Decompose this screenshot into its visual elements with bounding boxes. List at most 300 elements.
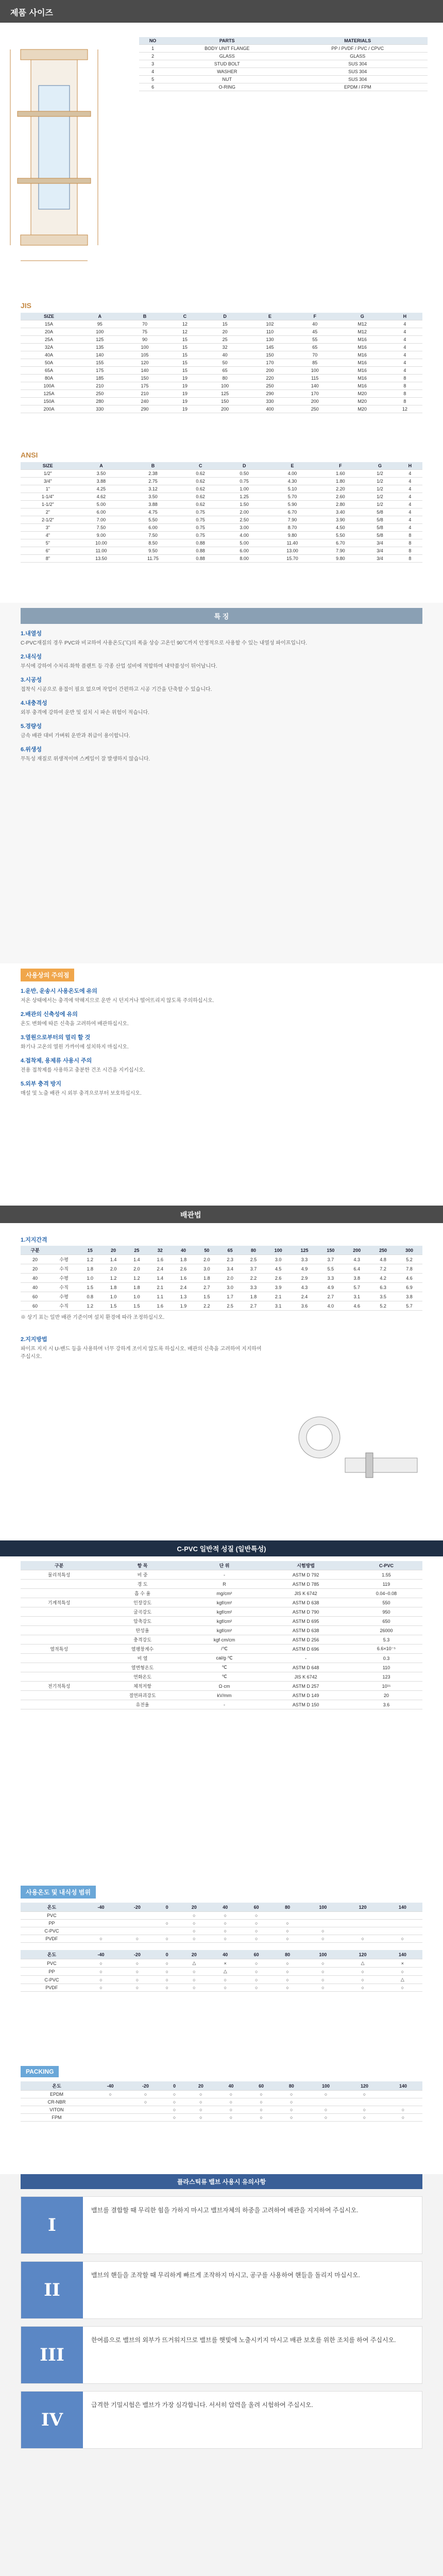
table-cell: 19 — [167, 390, 202, 398]
table-header-cell: 0 — [156, 1950, 179, 1959]
table-header-cell: 온도 — [21, 2081, 93, 2091]
table-row — [21, 1682, 422, 1691]
table-header-cell: G — [337, 313, 387, 320]
table-row — [139, 83, 428, 91]
packing-block — [0, 2066, 443, 2169]
features-block — [0, 603, 443, 963]
table-cell: 8.00 — [223, 555, 266, 563]
table-header-cell: A — [75, 462, 128, 470]
table-cell: 5.50 — [318, 532, 362, 539]
table-header-cell: B — [127, 462, 178, 470]
table-header-cell: E — [247, 313, 292, 320]
table-cell: 75 — [122, 328, 167, 336]
table-cell: ○ — [272, 1927, 303, 1935]
table-cell — [83, 1920, 119, 1927]
table-cell: 5.00 — [75, 501, 128, 509]
table-cell: ○ — [179, 1935, 210, 1943]
packing-title: PACKING — [21, 2066, 59, 2077]
table-cell: ○ — [343, 1968, 382, 1976]
table-cell: 100 — [77, 328, 122, 336]
table-header-cell: 40 — [210, 1950, 241, 1959]
table-cell: 수평 — [49, 1255, 78, 1264]
table-cell: 15.70 — [266, 555, 319, 563]
valve-note-number: II — [21, 2262, 83, 2318]
feature-item — [21, 675, 422, 693]
table-cell: 1.2 — [78, 1301, 101, 1311]
table-cell: 100 — [202, 382, 247, 390]
table-cell: 5.70 — [266, 493, 319, 501]
table-cell: 흡 수 율 — [97, 1589, 187, 1598]
table-cell: 6.00 — [75, 509, 128, 516]
table-header-cell: F — [318, 462, 362, 470]
valve-note-text: 밸브를 결합할 때 무리한 힘을 가하지 마시고 밸브자체의 하중을 고려하여 배관을 지지하여 주십시오. — [91, 2207, 359, 2214]
table-cell: ○ — [210, 1976, 241, 1984]
table-cell: PVC — [21, 1912, 83, 1920]
table-header-cell: 120 — [343, 1903, 382, 1912]
table-cell — [303, 1912, 343, 1920]
table-cell: ASTM D 257 — [261, 1682, 350, 1691]
table-cell: ○ — [246, 2114, 277, 2122]
table-cell: 5.3 — [350, 1635, 422, 1645]
table-cell: 비 중 — [97, 1570, 187, 1580]
table-cell: ○ — [210, 1984, 241, 1992]
support-note: ※ 상기 표는 일반 배관 기준이며 설치 환경에 따라 조정하십시오. — [21, 1315, 165, 1320]
table-cell: 15 — [167, 344, 202, 351]
table-cell — [21, 1691, 97, 1700]
table-cell: ℃ — [188, 1663, 262, 1672]
table-cell: 3.3 — [292, 1255, 318, 1264]
table-cell: ○ — [306, 2106, 345, 2114]
table-cell: SUS 304 — [287, 60, 428, 68]
table-row — [21, 1984, 422, 1992]
table-cell: M16 — [337, 367, 387, 375]
table-cell: - — [188, 1700, 262, 1709]
table-cell: PVDF — [21, 1935, 83, 1943]
table-cell: ○ — [383, 1968, 422, 1976]
table-cell: ○ — [186, 2114, 216, 2122]
table-cell: 6" — [21, 547, 75, 555]
table-cell: ○ — [384, 2114, 422, 2122]
table-cell: 4 — [398, 478, 422, 485]
table-cell: cal/g·℃ — [188, 1654, 262, 1663]
table-cell: - — [188, 1570, 262, 1580]
table-cell: 1.2 — [101, 1274, 125, 1283]
table-cell: kgf/cm² — [188, 1598, 262, 1607]
section-header-size — [0, 0, 443, 23]
table-cell: ○ — [179, 1984, 210, 1992]
table-cell: △ — [179, 1959, 210, 1968]
table-header-cell: 250 — [370, 1246, 396, 1255]
table-cell: 1.6 — [172, 1274, 195, 1283]
table-cell: VITON — [21, 2106, 93, 2114]
table-cell: ○ — [246, 2106, 277, 2114]
table-cell: 4.6 — [396, 1274, 422, 1283]
table-cell: 4 — [387, 344, 422, 351]
table-cell: ○ — [216, 2106, 246, 2114]
table-cell: ○ — [303, 1959, 343, 1968]
table-cell: 12 — [167, 320, 202, 328]
table-cell — [21, 1580, 97, 1589]
table-cell: 650 — [350, 1617, 422, 1626]
table-cell: 6.6×10⁻⁵ — [350, 1645, 422, 1654]
table-cell: ○ — [210, 1935, 241, 1943]
table-cell — [343, 1920, 382, 1927]
drawing-area — [0, 29, 443, 297]
table-cell: ○ — [163, 2114, 186, 2122]
table-cell: 19 — [167, 382, 202, 390]
table-cell: 170 — [293, 390, 337, 398]
table-cell — [383, 1927, 422, 1935]
table-header-cell: 150 — [317, 1246, 344, 1255]
table-cell: 40A — [21, 351, 77, 359]
table-cell: 210 — [122, 390, 167, 398]
table-cell: 102 — [247, 320, 292, 328]
table-cell: 150 — [122, 375, 167, 382]
table-cell: 2.50 — [223, 516, 266, 524]
table-cell: 2.4 — [292, 1292, 318, 1301]
table-cell: 4.00 — [266, 470, 319, 478]
table-cell: 6.00 — [127, 524, 178, 532]
precaution-item — [21, 1033, 422, 1051]
table-cell: 3.88 — [127, 501, 178, 509]
table-cell: 150 — [202, 398, 247, 405]
table-cell: 60 — [21, 1301, 49, 1311]
precautions-list — [21, 987, 422, 1097]
table-cell: 65 — [293, 344, 337, 351]
table-header-cell: 50 — [195, 1246, 218, 1255]
table-cell: 1.8 — [125, 1283, 148, 1292]
table-row — [21, 359, 422, 367]
table-cell: ○ — [210, 1912, 241, 1920]
table-cell: 550 — [350, 1598, 422, 1607]
table-cell: 3.7 — [317, 1255, 344, 1264]
precaution-title: 3.열원으로부터의 멀리 할 것 — [21, 1035, 91, 1041]
table-cell: 0.62 — [179, 485, 223, 493]
feature-title: 6.위생성 — [21, 747, 42, 753]
temp-table-2 — [21, 1950, 422, 1992]
table-cell: 8.70 — [266, 524, 319, 532]
table-cell — [306, 2098, 345, 2106]
table-cell: 11.75 — [127, 555, 178, 563]
table-cell: ○ — [119, 1968, 155, 1976]
table-cell: 175 — [77, 367, 122, 375]
feature-title: 3.시공성 — [21, 677, 42, 683]
table-cell: 2.80 — [318, 501, 362, 509]
table-cell: 8 — [387, 398, 422, 405]
table-header-cell: 25 — [125, 1246, 148, 1255]
table-cell: 3.4 — [218, 1264, 242, 1274]
table-cell: 110 — [247, 328, 292, 336]
table-cell: 수직 — [49, 1264, 78, 1274]
table-cell: 115 — [293, 375, 337, 382]
table-cell: 4.9 — [292, 1264, 318, 1274]
table-cell: ○ — [119, 1935, 155, 1943]
table-cell: 6.3 — [370, 1283, 396, 1292]
table-cell: 3.5 — [370, 1292, 396, 1301]
table-header-cell: -20 — [128, 2081, 163, 2091]
table-header-cell: 65 — [218, 1246, 242, 1255]
table-cell: 135 — [77, 344, 122, 351]
table-cell: 4 — [387, 320, 422, 328]
precaution-item — [21, 1079, 422, 1097]
table-cell: ○ — [345, 2106, 384, 2114]
table-cell: kgf/cm² — [188, 1626, 262, 1635]
precaution-text: 전용 접착제를 사용하고 충분한 건조 시간을 지키십시오. — [21, 1067, 145, 1073]
table-cell: 2.0 — [195, 1255, 218, 1264]
table-cell: 3" — [21, 524, 75, 532]
table-row — [21, 382, 422, 390]
table-cell: 4 — [398, 509, 422, 516]
table-cell: 5 — [139, 76, 166, 83]
table-cell: 0.88 — [179, 555, 223, 563]
table-cell: M20 — [337, 398, 387, 405]
table-cell: 1.5 — [101, 1301, 125, 1311]
table-cell: 3 — [139, 60, 166, 68]
precaution-text: 저온 상태에서는 충격에 약해지므로 운반 시 던지거나 떨어뜨리지 않도록 주의하십시오. — [21, 998, 214, 1004]
table-cell: 5.2 — [370, 1301, 396, 1311]
parts-col-materials: MATERIALS — [287, 37, 428, 45]
table-cell: 185 — [77, 375, 122, 382]
table-row — [21, 1927, 422, 1935]
table-cell: 1-1/4" — [21, 493, 75, 501]
table-cell: 4 — [139, 68, 166, 76]
table-cell: ASTM D 648 — [261, 1663, 350, 1672]
table-cell: 5.10 — [266, 485, 319, 493]
table-cell: 1.60 — [318, 470, 362, 478]
table-cell: ○ — [179, 1920, 210, 1927]
table-cell: 70 — [122, 320, 167, 328]
valve-note-number: III — [21, 2327, 83, 2383]
table-cell — [128, 2106, 163, 2114]
table-cell: 123 — [350, 1672, 422, 1682]
table-cell: 3/4 — [362, 555, 397, 563]
table-cell: 5/8 — [362, 509, 397, 516]
table-cell: ○ — [210, 1920, 241, 1927]
table-cell — [383, 1912, 422, 1920]
ansi-block — [0, 451, 443, 595]
table-cell: 90 — [122, 336, 167, 344]
feature-item — [21, 629, 422, 647]
table-cell: △ — [343, 1959, 382, 1968]
table-row — [139, 53, 428, 60]
table-cell: 3.6 — [292, 1301, 318, 1311]
table-header-cell: 80 — [272, 1903, 303, 1912]
table-cell — [21, 1654, 97, 1663]
table-cell: 8 — [398, 539, 422, 547]
table-row — [21, 1598, 422, 1607]
table-cell: 200A — [21, 405, 77, 413]
table-cell: 4.62 — [75, 493, 128, 501]
table-cell: SUS 304 — [287, 68, 428, 76]
table-cell: M12 — [337, 320, 387, 328]
table-row — [139, 45, 428, 53]
table-header-cell: A — [77, 313, 122, 320]
table-row — [21, 1283, 422, 1292]
table-cell: 3.50 — [75, 470, 128, 478]
table-row — [21, 1255, 422, 1264]
table-cell: 1/2 — [362, 501, 397, 509]
table-cell: 2.00 — [223, 509, 266, 516]
precaution-text: 온도 변화에 따른 신축을 고려하여 배관하십시오. — [21, 1021, 129, 1027]
table-cell: 5/8 — [362, 524, 397, 532]
table-cell: ○ — [246, 2098, 277, 2106]
table-cell: 200 — [293, 398, 337, 405]
table-cell: ○ — [119, 1959, 155, 1968]
table-header-cell: 20 — [101, 1246, 125, 1255]
table-cell: ○ — [345, 2114, 384, 2122]
table-cell: 290 — [122, 405, 167, 413]
precautions-title: 사용상의 주의점 — [21, 969, 74, 981]
table-cell: ○ — [343, 1935, 382, 1943]
table-cell: ASTM D 256 — [261, 1635, 350, 1645]
table-header-cell: H — [387, 313, 422, 320]
table-cell: 250 — [293, 405, 337, 413]
table-cell: ○ — [241, 1959, 271, 1968]
table-header-cell: -40 — [83, 1950, 119, 1959]
table-cell: PP — [21, 1968, 83, 1976]
table-row — [21, 516, 422, 524]
table-cell: 1.1 — [148, 1292, 172, 1301]
table-cell: 200 — [202, 405, 247, 413]
table-cell: 9.50 — [127, 547, 178, 555]
table-cell: M16 — [337, 351, 387, 359]
table-cell: ○ — [241, 1920, 271, 1927]
parts-col-no: NO — [139, 37, 166, 45]
table-cell: PVDF — [21, 1984, 83, 1992]
valve-notes-list — [21, 2196, 422, 2449]
table-cell: 155 — [77, 359, 122, 367]
table-cell: ○ — [128, 2098, 163, 2106]
table-cell: ASTM D 150 — [261, 1700, 350, 1709]
table-header-cell: 125 — [292, 1246, 318, 1255]
table-cell: 1.3 — [172, 1292, 195, 1301]
table-cell — [21, 1672, 97, 1682]
table-cell: 3.1 — [344, 1292, 370, 1301]
table-header-cell: 140 — [384, 2081, 422, 2091]
table-cell: ○ — [163, 2098, 186, 2106]
table-cell: 145 — [247, 344, 292, 351]
table-cell: 3.8 — [396, 1292, 422, 1301]
table-cell — [156, 1912, 179, 1920]
table-cell: 수직 — [49, 1283, 78, 1292]
table-cell: 95 — [77, 320, 122, 328]
table-cell: 전기적특성 — [21, 1682, 97, 1691]
table-cell — [384, 2091, 422, 2098]
table-cell: 0.75 — [223, 478, 266, 485]
section-title: 제품 사이즈 — [10, 8, 53, 18]
valve-note-item — [21, 2196, 422, 2254]
table-cell: ○ — [179, 1968, 210, 1976]
table-cell: 0.8 — [78, 1292, 101, 1301]
table-row — [21, 328, 422, 336]
table-cell: 10.00 — [75, 539, 128, 547]
precaution-item — [21, 1056, 422, 1074]
valve-notes-title: 플라스틱류 밸브 사용시 유의사항 — [21, 2174, 422, 2189]
feature-text: 금속 배관 대비 가벼워 운반과 취급이 용이합니다. — [21, 733, 130, 739]
table-row — [139, 76, 428, 83]
table-cell: 인장강도 — [97, 1598, 187, 1607]
table-row — [21, 390, 422, 398]
table-cell: 220 — [247, 375, 292, 382]
feature-title: 5.경량성 — [21, 723, 42, 730]
table-cell: 연화온도 — [97, 1672, 187, 1682]
table-cell: 0.75 — [179, 509, 223, 516]
table-cell: ○ — [303, 1927, 343, 1935]
table-header-cell: 온도 — [21, 1903, 83, 1912]
jis-label: JIS — [21, 301, 32, 310]
table-cell: 1/2 — [362, 478, 397, 485]
table-row — [21, 470, 422, 478]
table-cell: 105 — [122, 351, 167, 359]
table-row — [21, 1920, 422, 1927]
support-subtitle: 1.지지간격 — [21, 1237, 47, 1243]
table-cell: 150 — [247, 351, 292, 359]
feature-item — [21, 722, 422, 740]
table-cell: 1.8 — [172, 1255, 195, 1264]
table-cell: ○ — [179, 1927, 210, 1935]
table-cell: 0.62 — [179, 478, 223, 485]
table-cell: ○ — [272, 1959, 303, 1968]
table-cell: 수직 — [49, 1301, 78, 1311]
table-cell: ○ — [156, 1920, 179, 1927]
table-cell: 4.6 — [344, 1301, 370, 1311]
table-cell: 11.40 — [266, 539, 319, 547]
table-cell: 5.7 — [344, 1283, 370, 1292]
table-cell: 3.90 — [318, 516, 362, 524]
table-header-cell: -20 — [119, 1950, 155, 1959]
table-cell: 110 — [350, 1663, 422, 1672]
table-header-cell: B — [122, 313, 167, 320]
table-cell: FPM — [21, 2114, 93, 2122]
table-cell: 0.88 — [179, 547, 223, 555]
table-cell: 125 — [202, 390, 247, 398]
table-cell: 330 — [77, 405, 122, 413]
table-header-cell: 구분 — [21, 1561, 97, 1570]
table-cell: ○ — [210, 1927, 241, 1935]
table-row — [21, 1580, 422, 1589]
table-cell: 3.3 — [317, 1274, 344, 1283]
table-header-cell: 60 — [241, 1950, 271, 1959]
table-row — [21, 1617, 422, 1626]
table-header-cell: 단 위 — [188, 1561, 262, 1570]
table-cell: 290 — [247, 390, 292, 398]
table-cell: 10¹⁵ — [350, 1682, 422, 1691]
table-cell: 6.70 — [266, 509, 319, 516]
precaution-item — [21, 1010, 422, 1028]
table-cell: 1.5 — [195, 1292, 218, 1301]
table-cell: 1.00 — [223, 485, 266, 493]
table-cell: 6.70 — [318, 539, 362, 547]
table-cell: 체적저항 — [97, 1682, 187, 1691]
table-cell — [83, 1912, 119, 1920]
table-cell — [345, 2098, 384, 2106]
table-cell: ○ — [128, 2091, 163, 2098]
feature-text: 부식에 강하여 수처리·화학 플랜트 등 각종 산업 설비에 적합하며 내약품성이 뛰어납니다. — [21, 664, 217, 669]
table-cell: 50 — [202, 359, 247, 367]
table-row — [21, 1691, 422, 1700]
table-cell: ASTM D 638 — [261, 1626, 350, 1635]
table-cell: kgf/cm² — [188, 1617, 262, 1626]
table-cell: EPDM / FPM — [287, 83, 428, 91]
table-cell: 열적특성 — [21, 1645, 97, 1654]
table-cell: kgf·cm/cm — [188, 1635, 262, 1645]
feature-item — [21, 699, 422, 717]
table-row — [21, 539, 422, 547]
table-cell: ○ — [83, 1935, 119, 1943]
table-header-cell: 200 — [344, 1246, 370, 1255]
table-cell: 3/4 — [362, 539, 397, 547]
table-row — [21, 1301, 422, 1311]
